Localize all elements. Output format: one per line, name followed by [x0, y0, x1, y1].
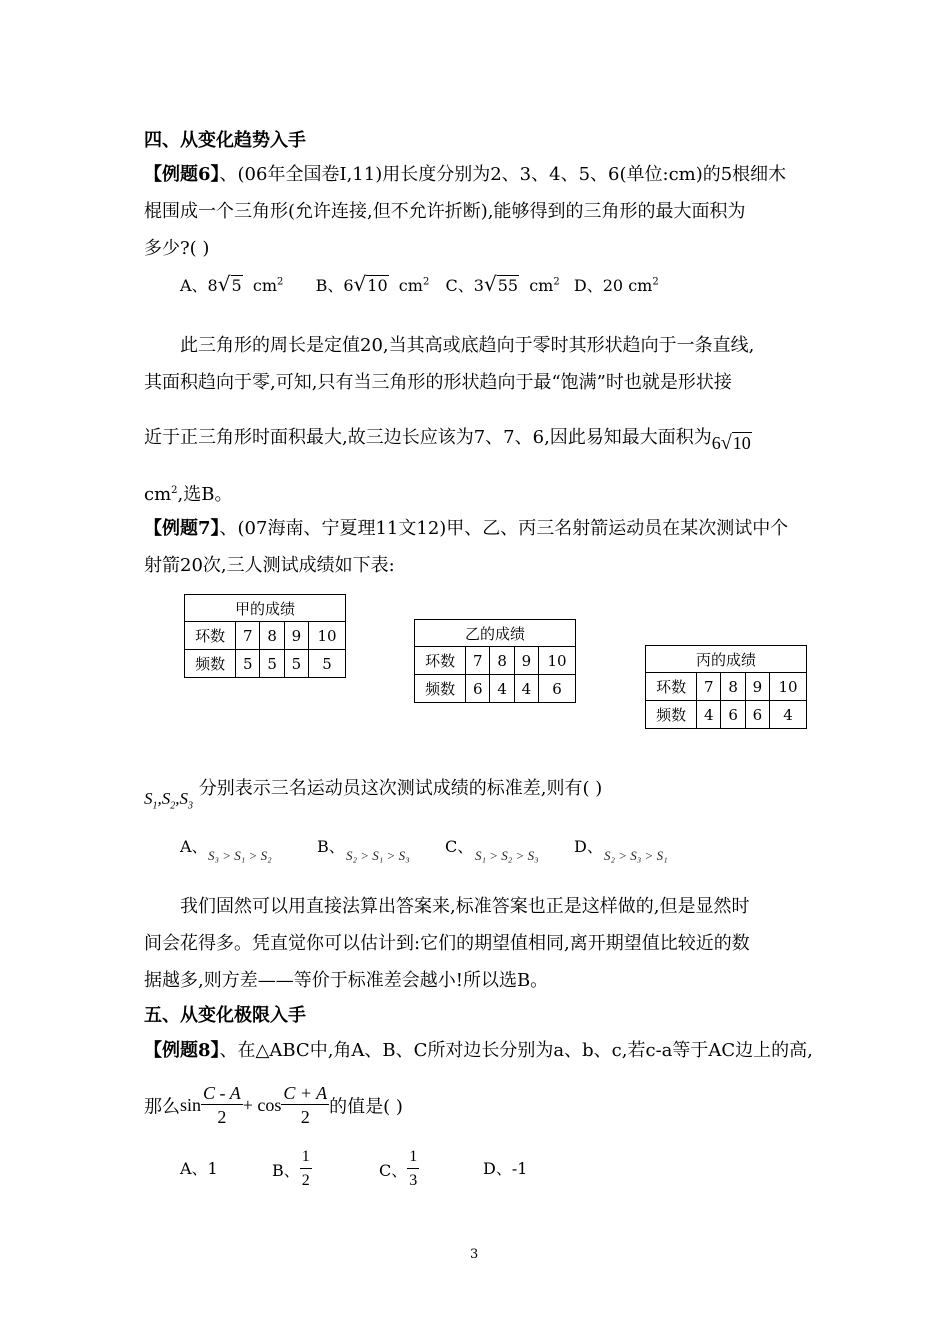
s-var: S — [144, 789, 153, 808]
table-cell: 7 — [466, 647, 490, 675]
example-6-line-2: 棍围成一个三角形(允许连接,但不允许折断),能够得到的三角形的最大面积为 — [144, 201, 746, 222]
option-b-label: B、 — [272, 1161, 300, 1180]
option-a — [180, 272, 284, 296]
example-8-prefix: 那么 — [144, 1096, 180, 1118]
option-a-prefix: A、8 — [180, 276, 218, 295]
example-6-line-1-text: 、(06年全国卷Ⅰ,11)用长度分别为2、3、4、5、6(单位:cm)的5根细木 — [219, 164, 787, 185]
example-6-line-3: 多少?( ) — [144, 238, 210, 259]
option-d-text: D、20 cm — [573, 276, 653, 295]
option-c — [445, 272, 560, 296]
example-7-tag: 【例题7】 — [144, 518, 220, 539]
example-6-options — [180, 272, 659, 296]
table-cell: 10 — [309, 622, 346, 650]
example-7-line-1 — [144, 514, 788, 540]
option-d-sup: 2 — [652, 276, 659, 288]
s-var: S — [179, 789, 188, 808]
option-d-label: D、 — [574, 837, 603, 856]
table-cell: 9 — [284, 622, 308, 650]
fraction-numerator: 1 — [300, 1146, 312, 1169]
row-label: 频数 — [646, 701, 697, 729]
example-7-solution-line-1: 我们固然可以用直接法算出答案来,标准答案也正是这样做的,但是显然时 — [180, 896, 750, 917]
table-cell: 4 — [514, 675, 538, 703]
max-area-radicand: 10 — [732, 433, 751, 453]
page-number: 3 — [470, 1247, 479, 1262]
option-c-label: C、 — [445, 837, 474, 856]
cm-unit: cm — [144, 484, 172, 505]
example-7-line-1-text: 、(07海南、宁夏理11文12)甲、乙、丙三名射箭运动员在某次测试中个 — [219, 518, 789, 539]
option-a-unit: cm — [252, 276, 277, 295]
example-8-option-a: A、1 — [180, 1159, 218, 1178]
option-a-sup: 2 — [277, 276, 284, 288]
table-caption: 丙的成绩 — [646, 646, 807, 673]
score-table-bing — [645, 645, 807, 729]
example-6-solution-line-1: 此三角形的周长是定值20,当其高或底趋向于零时其形状趋向于一条直线, — [180, 335, 755, 356]
fraction-denominator: 3 — [409, 1172, 418, 1189]
table-row — [185, 622, 346, 650]
sin-func: sin — [180, 1095, 202, 1115]
row-label: 环数 — [415, 647, 466, 675]
s-sub: 3 — [188, 800, 193, 812]
option-c-expr: S₁ > S₂ > S₃ — [475, 848, 539, 863]
fraction-one-third — [407, 1146, 419, 1193]
option-b-label: B、 — [317, 837, 345, 856]
example-6-solution-line-3-text: 近于正三角形时面积最大,故三边长应该为7、7、6,因此易知最大面积为 — [144, 427, 712, 448]
fraction-numerator: 1 — [407, 1146, 419, 1169]
fraction-c-minus-a — [201, 1082, 243, 1129]
example-6-solution-line-4 — [144, 480, 232, 506]
example-8-option-d: D、-1 — [483, 1159, 528, 1178]
fraction-one-half — [300, 1146, 312, 1193]
option-a-radicand: 5 — [231, 276, 242, 295]
table-caption: 乙的成绩 — [415, 620, 576, 647]
table-cell: 6 — [466, 675, 490, 703]
table-row — [646, 673, 807, 701]
table-row — [415, 675, 576, 703]
s-var: S — [161, 789, 171, 808]
option-b-sup: 2 — [422, 276, 430, 288]
option-d-expr: S₂ > S₃ > S₁ — [604, 848, 668, 863]
fraction-denominator: 2 — [300, 1107, 310, 1127]
fraction-numerator: C - A — [203, 1083, 241, 1103]
fraction-denominator: 2 — [301, 1172, 310, 1189]
table-cell: 6 — [721, 701, 745, 729]
table-cell: 8 — [260, 622, 284, 650]
max-area-expr: 6√10 — [711, 432, 751, 454]
example-6-tag: 【例题6】 — [144, 164, 220, 185]
table-cell: 9 — [745, 673, 769, 701]
s-sub: 2 — [170, 800, 176, 812]
option-b-unit: cm — [398, 276, 423, 295]
row-label: 环数 — [646, 673, 697, 701]
example-6-answer: ,选B。 — [177, 484, 233, 505]
section-5-title: 五、从变化极限入手 — [144, 1005, 306, 1026]
option-b-radicand: 10 — [367, 276, 388, 295]
example-7-solution-line-2: 间会花得多。凭直觉你可以估计到:它们的期望值相同,离开期望值比较近的数 — [144, 933, 750, 954]
option-c-unit: cm — [529, 276, 554, 295]
row-label: 环数 — [185, 622, 236, 650]
table-cell: 6 — [539, 675, 576, 703]
table-caption: 甲的成绩 — [185, 595, 346, 622]
row-label: 频数 — [415, 675, 466, 703]
max-area-coef: 6 — [711, 433, 721, 453]
example-6-solution-line-3 — [144, 423, 752, 454]
table-cell: 5 — [309, 650, 346, 678]
table-row — [415, 647, 576, 675]
example-8-line-1-text: 、在△ABC中,角A、B、C所对边长分别为a、b、c,若c-a等于AC边上的高, — [219, 1040, 813, 1061]
table-cell: 6 — [745, 701, 769, 729]
option-c-label: C、 — [379, 1161, 408, 1180]
option-a-expr: S₃ > S₁ > S₂ — [208, 848, 272, 863]
option-c-prefix: C、3 — [445, 276, 484, 295]
cos-func: + cos — [242, 1095, 282, 1115]
option-c-radical: √55 — [483, 272, 519, 296]
option-a-label: A、 — [180, 837, 208, 856]
example-8-line-2 — [144, 1082, 403, 1129]
example-6-solution-line-2: 其面积趋向于零,可知,只有当三角形的形状趋向于最“饱满”时也就是形状接 — [144, 372, 732, 393]
score-table-jia — [184, 594, 346, 678]
section-4-title: 四、从变化趋势入手 — [144, 130, 306, 151]
example-7-question-text: 分别表示三名运动员这次测试成绩的标准差,则有( ) — [198, 778, 603, 799]
table-cell: 8 — [490, 647, 514, 675]
s-sub: 1 — [152, 800, 158, 812]
table-cell: 4 — [697, 701, 721, 729]
option-c-sup: 2 — [553, 276, 560, 288]
option-b-radical: √10 — [353, 272, 388, 296]
fraction-numerator: C + A — [283, 1083, 328, 1103]
row-label: 频数 — [185, 650, 236, 678]
example-8-option-b — [272, 1146, 312, 1193]
option-b-prefix: B、6 — [315, 276, 354, 295]
option-d — [574, 276, 659, 295]
fraction-c-plus-a — [281, 1082, 329, 1129]
example-8-tag: 【例题8】 — [144, 1040, 220, 1061]
table-cell: 5 — [260, 650, 284, 678]
table-cell: 7 — [697, 673, 721, 701]
example-6-line-1 — [144, 160, 786, 186]
table-row — [185, 650, 346, 678]
option-b — [315, 272, 430, 296]
example-7-solution-line-3: 据越多,则方差——等价于标准差会越小!所以选B。 — [144, 970, 549, 991]
cm-unit-sup: 2 — [171, 485, 178, 496]
table-cell: 7 — [236, 622, 260, 650]
table-cell: 4 — [770, 701, 807, 729]
table-cell: 5 — [236, 650, 260, 678]
example-8-suffix: 的值是( ) — [329, 1096, 403, 1118]
score-table-yi — [414, 619, 576, 703]
s-variables: $S_1,S_2,S_3$ — [144, 789, 193, 812]
table-cell: 9 — [514, 647, 538, 675]
table-cell: 4 — [490, 675, 514, 703]
table-row — [646, 701, 807, 729]
example-7-options — [180, 834, 208, 857]
option-b-expr: S₂ > S₁ > S₃ — [346, 848, 410, 863]
fraction-denominator: 2 — [217, 1107, 227, 1127]
example-7-line-2: 射箭20次,三人测试成绩如下表: — [144, 555, 395, 576]
example-8-option-c — [379, 1146, 419, 1193]
table-cell: 8 — [721, 673, 745, 701]
example-8-line-1 — [144, 1036, 813, 1062]
table-cell: 10 — [770, 673, 807, 701]
table-cell: 10 — [539, 647, 576, 675]
example-7-question — [144, 774, 603, 812]
table-cell: 5 — [284, 650, 308, 678]
option-a-radical: √5 — [217, 272, 242, 296]
option-c-radicand: 55 — [497, 276, 519, 295]
